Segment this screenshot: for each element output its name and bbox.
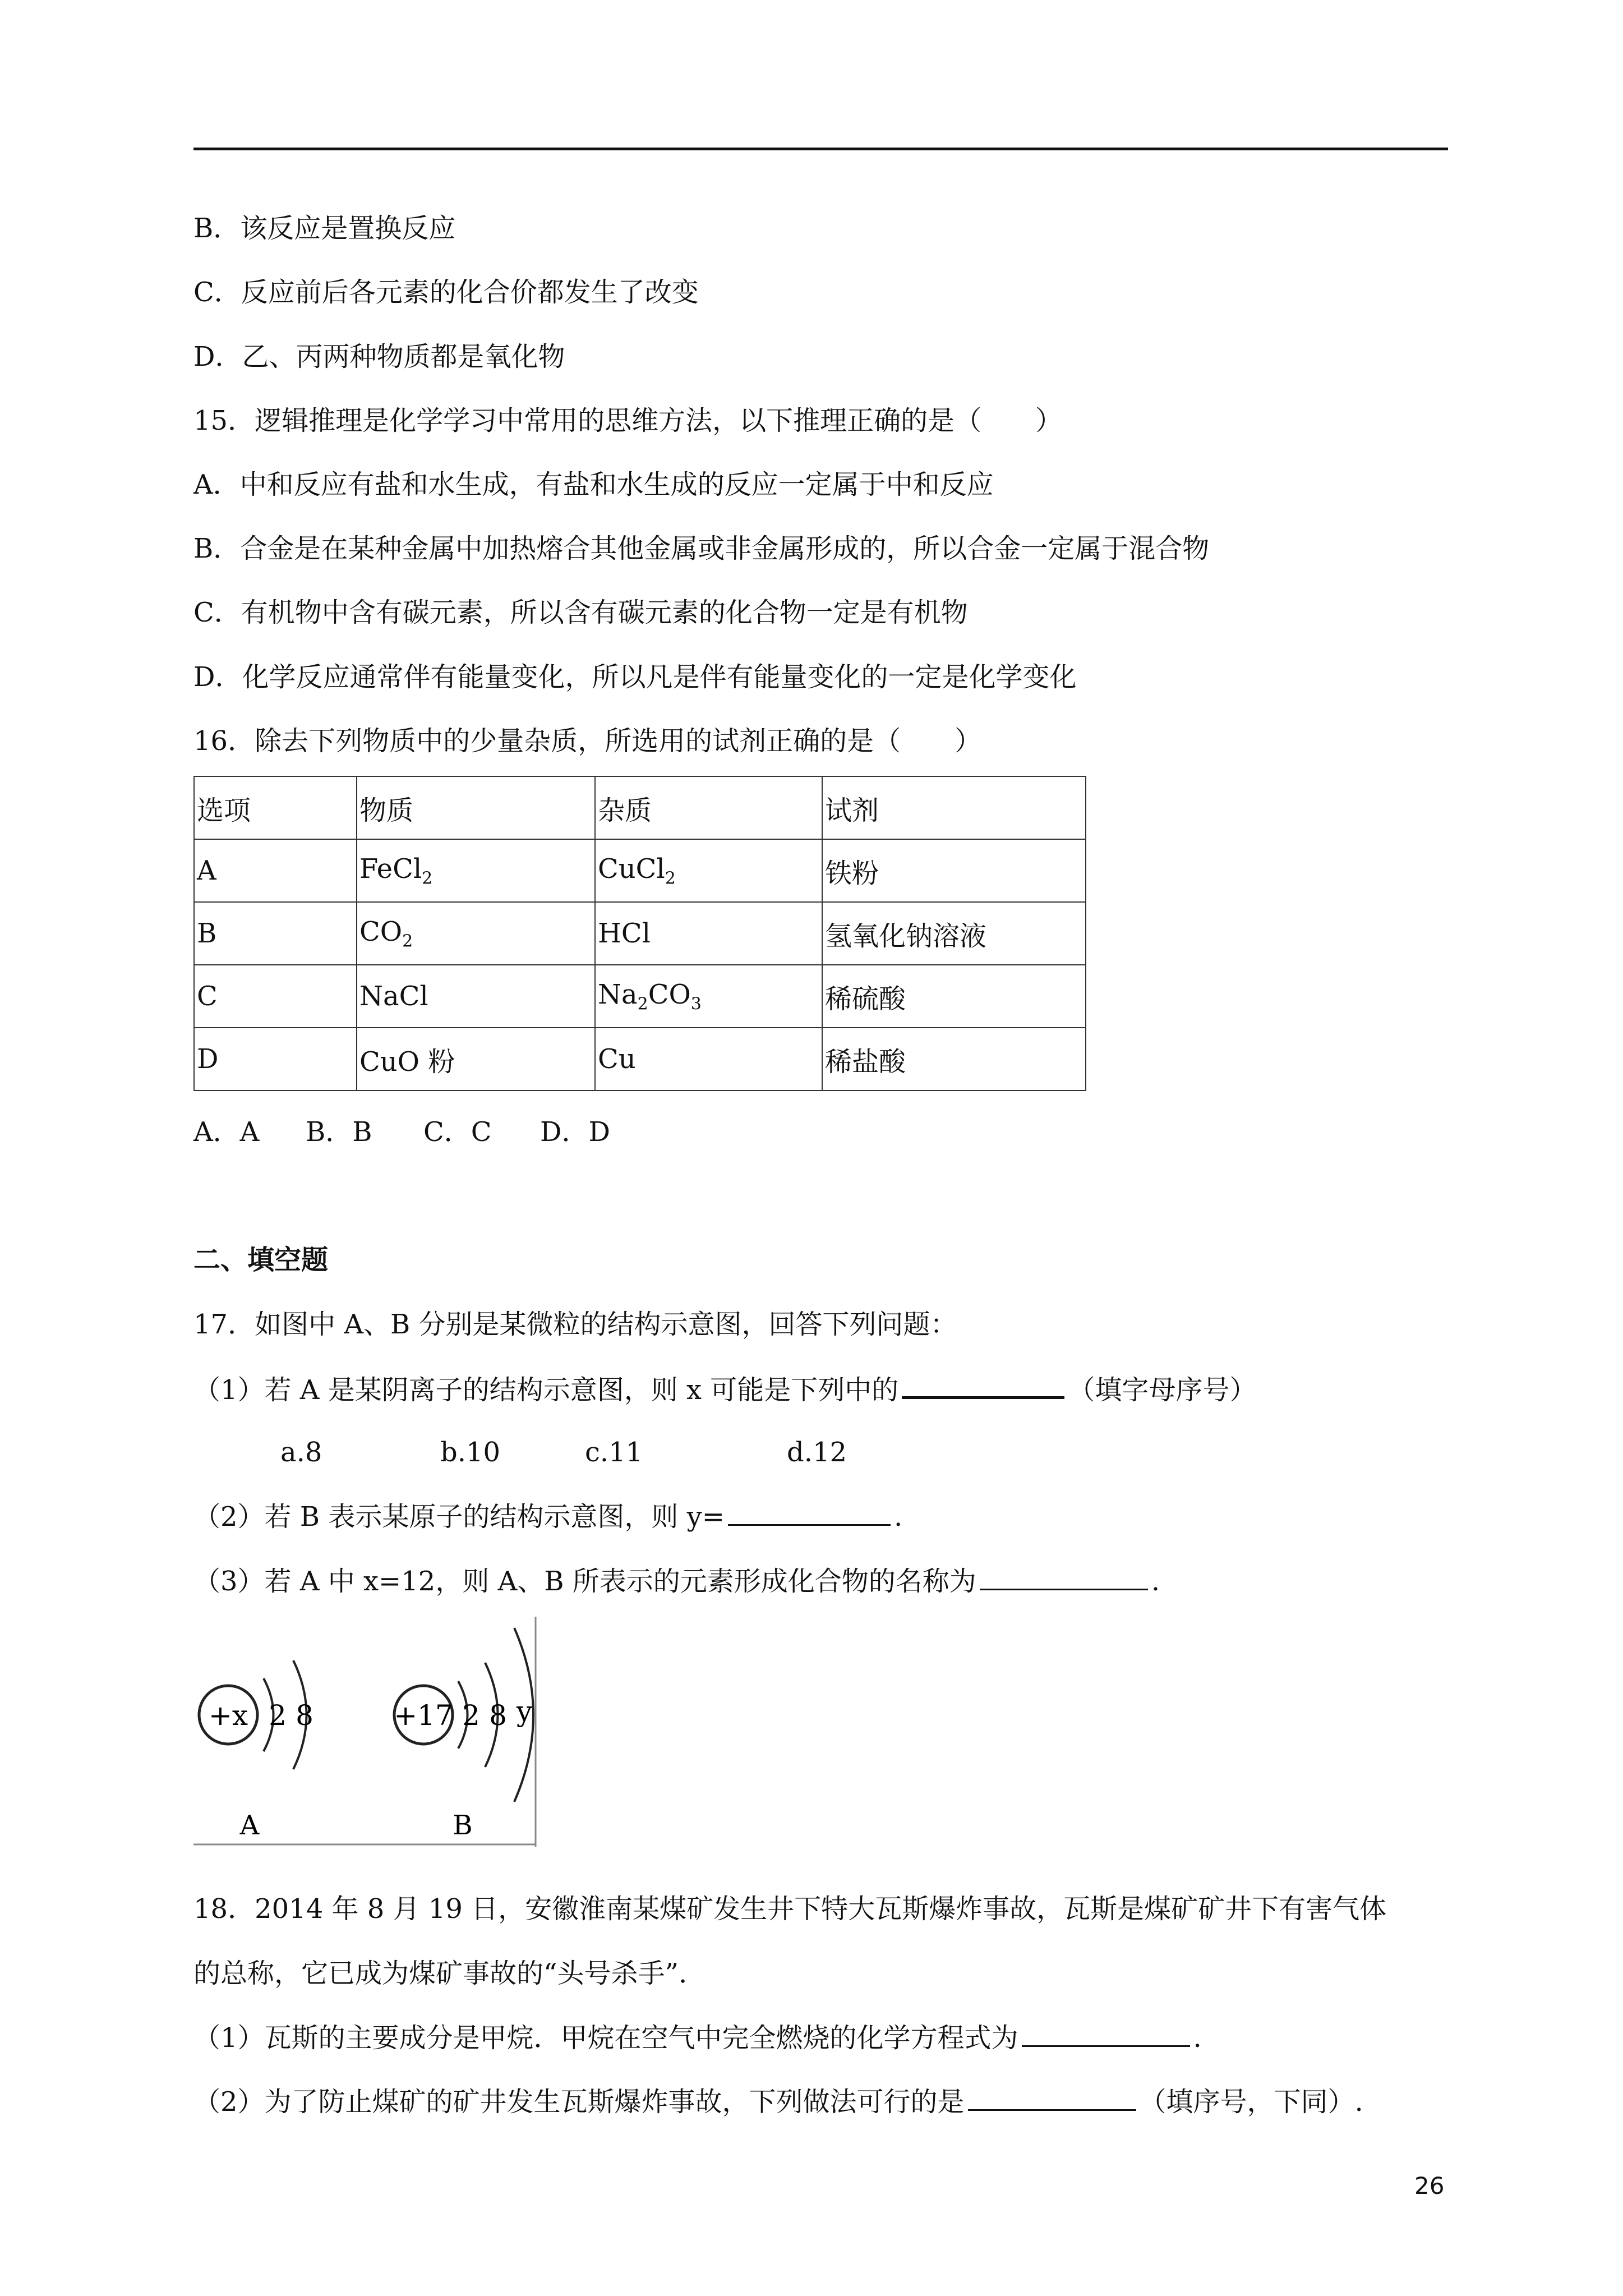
electron-count: y [516, 1695, 533, 1728]
table-row [194, 839, 1086, 902]
electron-count: 2 [462, 1699, 480, 1732]
q16-table [193, 776, 1086, 1091]
table-header-cell: 物质 [357, 776, 595, 839]
table-cell-impurity: $Na_2CO_3$ [595, 965, 822, 1028]
q18-line1: 18．2014 年 8 月 19 日，安徽淮南某煤矿发生井下特大瓦斯爆炸事故，瓦斯是煤矿矿井下有害气体 [193, 1893, 1387, 1925]
section-heading: 二、填空题 [193, 1244, 329, 1276]
table-header-cell: 选项 [194, 776, 357, 839]
table-cell-reagent: 稀硫酸 [822, 965, 1086, 1028]
q16-answer-b: B．B [306, 1116, 372, 1148]
q16-answer-d: D．D [540, 1116, 610, 1148]
table-header-row [194, 776, 1086, 839]
q18-line2: 的总称，它已成为煤矿事故的“头号杀手”． [193, 1958, 706, 1989]
q17-stem: 17．如图中 A、B 分别是某微粒的结构示意图，回答下列问题： [193, 1309, 957, 1340]
table-cell-option: B [194, 902, 357, 965]
table-cell-substance: CuO 粉 [357, 1028, 595, 1091]
atomic-structure-figure [193, 1617, 538, 1847]
table-cell-impurity: HCl [595, 902, 822, 965]
answer-blank[interactable] [968, 2085, 1136, 2111]
diagram-label-a: A [239, 1810, 260, 1841]
table-cell-substance: $CO_2$ [357, 902, 595, 965]
table-header-cell: 杂质 [595, 776, 822, 839]
electron-count: 8 [489, 1699, 507, 1732]
q16-stem: 16．除去下列物质中的少量杂质，所选用的试剂正确的是（ ） [193, 725, 982, 757]
nucleus-label-a: +x [208, 1699, 248, 1732]
q15-option-d: D．化学反应通常伴有能量变化，所以凡是伴有能量变化的一定是化学变化 [193, 661, 1077, 693]
q17-part2: （2）若 B 表示某原子的结构示意图，则 y= . [193, 1499, 902, 1534]
table-cell-substance: NaCl [357, 965, 595, 1028]
q17-choice-d: d.12 [787, 1437, 847, 1468]
table-row [194, 902, 1086, 965]
q14-option-c: C．反应前后各元素的化合价都发生了改变 [193, 277, 699, 308]
q16-answer-a: A．A [193, 1116, 260, 1148]
nucleus-label-b: +17 [394, 1699, 453, 1732]
q18-part1: （1）瓦斯的主要成分是甲烷．甲烷在空气中完全燃烧的化学方程式为 . [193, 2021, 1202, 2055]
answer-blank[interactable] [1022, 2021, 1190, 2047]
answer-blank[interactable] [902, 1372, 1064, 1399]
diagram-a [199, 1660, 313, 1841]
header-rule [193, 148, 1448, 150]
table-row [194, 1028, 1086, 1091]
table-header-cell: 试剂 [822, 776, 1086, 839]
q15-option-b: B．合金是在某种金属中加热熔合其他金属或非金属形成的，所以合金一定属于混合物 [193, 533, 1210, 564]
q15-option-a: A．中和反应有盐和水生成，有盐和水生成的反应一定属于中和反应 [193, 469, 994, 500]
electron-count: 2 [269, 1699, 287, 1732]
answer-blank[interactable] [980, 1564, 1148, 1590]
table-cell-option: D [194, 1028, 357, 1091]
answer-blank[interactable] [728, 1499, 891, 1526]
q16-answer-c: C．C [423, 1116, 492, 1148]
q17-choice-c: c.11 [585, 1437, 643, 1468]
q17-choice-b: b.10 [440, 1437, 501, 1468]
table-cell-reagent: 稀盐酸 [822, 1028, 1086, 1091]
q14-option-d: D．乙、丙两种物质都是氧化物 [193, 341, 565, 372]
q15-stem: 15．逻辑推理是化学学习中常用的思维方法，以下推理正确的是（ ） [193, 405, 1063, 436]
q18-part2: （2）为了防止煤矿的矿井发生瓦斯爆炸事故，下列做法可行的是 （填序号，下同）. [193, 2085, 1363, 2119]
q17-choice-a: a.8 [280, 1437, 322, 1468]
table-cell-option: A [194, 839, 357, 902]
table-cell-substance: FeCl$_2$ [357, 839, 595, 902]
table-cell-reagent: 铁粉 [822, 839, 1086, 902]
table-row [194, 965, 1086, 1028]
q17-part1: （1）若 A 是某阴离子的结构示意图，则 x 可能是下列中的 （填字母序号） [193, 1372, 1256, 1407]
table-cell-impurity: Cu [595, 1028, 822, 1091]
q14-option-b: B．该反应是置换反应 [193, 213, 456, 244]
diagram-b [394, 1628, 533, 1841]
table-cell-impurity: CuCl$_2$ [595, 839, 822, 902]
electron-count: 8 [296, 1699, 313, 1732]
table-cell-reagent: 氢氧化钠溶液 [822, 902, 1086, 965]
q17-part3: （3）若 A 中 x=12，则 A、B 所表示的元素形成化合物的名称为 . [193, 1564, 1160, 1598]
page-number: 26 [1414, 2172, 1445, 2200]
diagram-label-b: B [453, 1810, 473, 1841]
table-cell-option: C [194, 965, 357, 1028]
q15-option-c: C．有机物中含有碳元素，所以含有碳元素的化合物一定是有机物 [193, 597, 968, 628]
